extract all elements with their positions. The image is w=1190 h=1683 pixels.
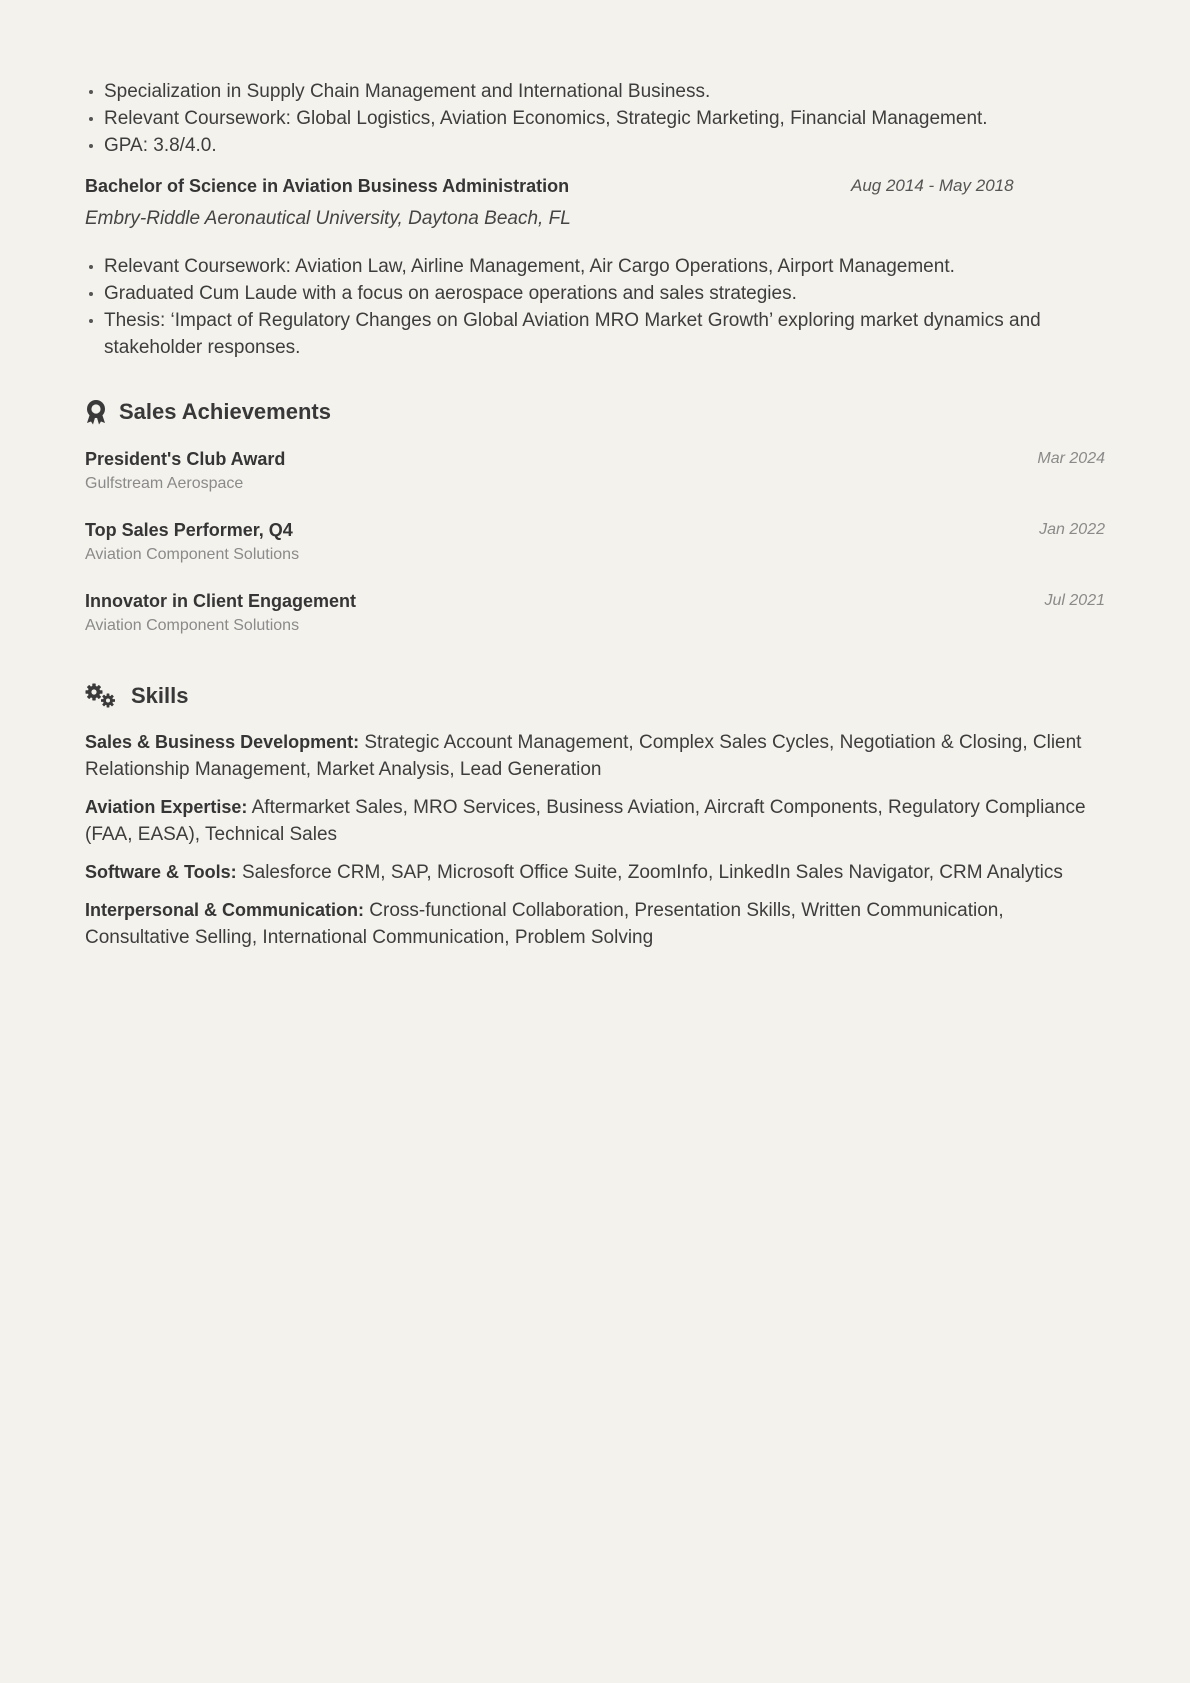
bullet-item: Specialization in Supply Chain Management and International Business. — [104, 78, 1105, 105]
skill-category: Interpersonal & Communication: — [85, 900, 365, 920]
bullet-item: Relevant Coursework: Aviation Law, Airline Management, Air Cargo Operations, Airport Management. — [104, 253, 1105, 280]
degree-bullets — [85, 253, 1105, 361]
skill-text: Cross-functional Collaboration, Presentation Skills, Written Communication, Consultative Selling, International Communication, Problem Solving — [85, 900, 1004, 948]
achievement-org: Aviation Component Solutions — [85, 617, 300, 634]
education-bullets — [85, 78, 1105, 159]
degree-header — [85, 173, 1105, 199]
skill-text: Strategic Account Management, Complex Sales Cycles, Negotiation & Closing, Client Relationship Management, Market Analysis, Lead Generation — [85, 732, 1082, 780]
achievement-org: Aviation Component Solutions — [85, 546, 300, 563]
skill-category: Sales & Business Development: — [85, 732, 360, 752]
achievement-org: Gulfstream Aerospace — [85, 475, 244, 492]
achievement-date: Mar 2024 — [1037, 450, 1105, 467]
skill-category: Aviation Expertise: — [85, 797, 248, 817]
bullet-item: Relevant Coursework: Global Logistics, Aviation Economics, Strategic Marketing, Financial Management. — [104, 105, 1105, 132]
degree-dates: Aug 2014 - May 2018 — [851, 176, 1014, 195]
award-icon — [85, 399, 107, 425]
skill-text: Aftermarket Sales, MRO Services, Business Aviation, Aircraft Components, Regulatory Compliance (FAA, EASA), Technical Sales — [85, 797, 1086, 845]
resume-page — [85, 78, 1105, 962]
skill-row — [85, 794, 1105, 848]
achievement-title: Innovator in Client Engagement — [85, 591, 357, 611]
bullet-item: Thesis: ‘Impact of Regulatory Changes on Global Aviation MRO Market Growth’ exploring market dynamics and stakeholder responses. — [104, 307, 1105, 361]
bullet-item: GPA: 3.8/4.0. — [104, 132, 1105, 159]
skill-row — [85, 729, 1105, 783]
achievements-title: Sales Achievements — [119, 399, 331, 424]
skills-title: Skills — [131, 683, 189, 708]
achievement-item — [85, 588, 1105, 645]
achievement-item — [85, 517, 1105, 574]
skills-heading — [85, 681, 1105, 711]
achievement-title: Top Sales Performer, Q4 — [85, 520, 293, 540]
achievement-date: Jul 2021 — [1044, 592, 1105, 609]
degree-school: Embry-Riddle Aeronautical University, Daytona Beach, FL — [85, 208, 571, 229]
gears-icon — [85, 683, 117, 709]
achievement-date: Jan 2022 — [1039, 521, 1105, 538]
achievement-item — [85, 446, 1105, 503]
degree-title: Bachelor of Science in Aviation Business Administration — [85, 176, 570, 196]
skills-list — [85, 729, 1105, 951]
achievements-heading — [85, 397, 1105, 427]
skill-text: Salesforce CRM, SAP, Microsoft Office Suite, ZoomInfo, LinkedIn Sales Navigator, CRM Analytics — [236, 862, 1063, 883]
skill-category: Software & Tools: — [85, 862, 237, 882]
bullet-item: Graduated Cum Laude with a focus on aerospace operations and sales strategies. — [104, 280, 1105, 307]
skill-row — [85, 859, 1105, 886]
achievement-title: President's Club Award — [85, 449, 286, 469]
skill-row — [85, 897, 1105, 951]
